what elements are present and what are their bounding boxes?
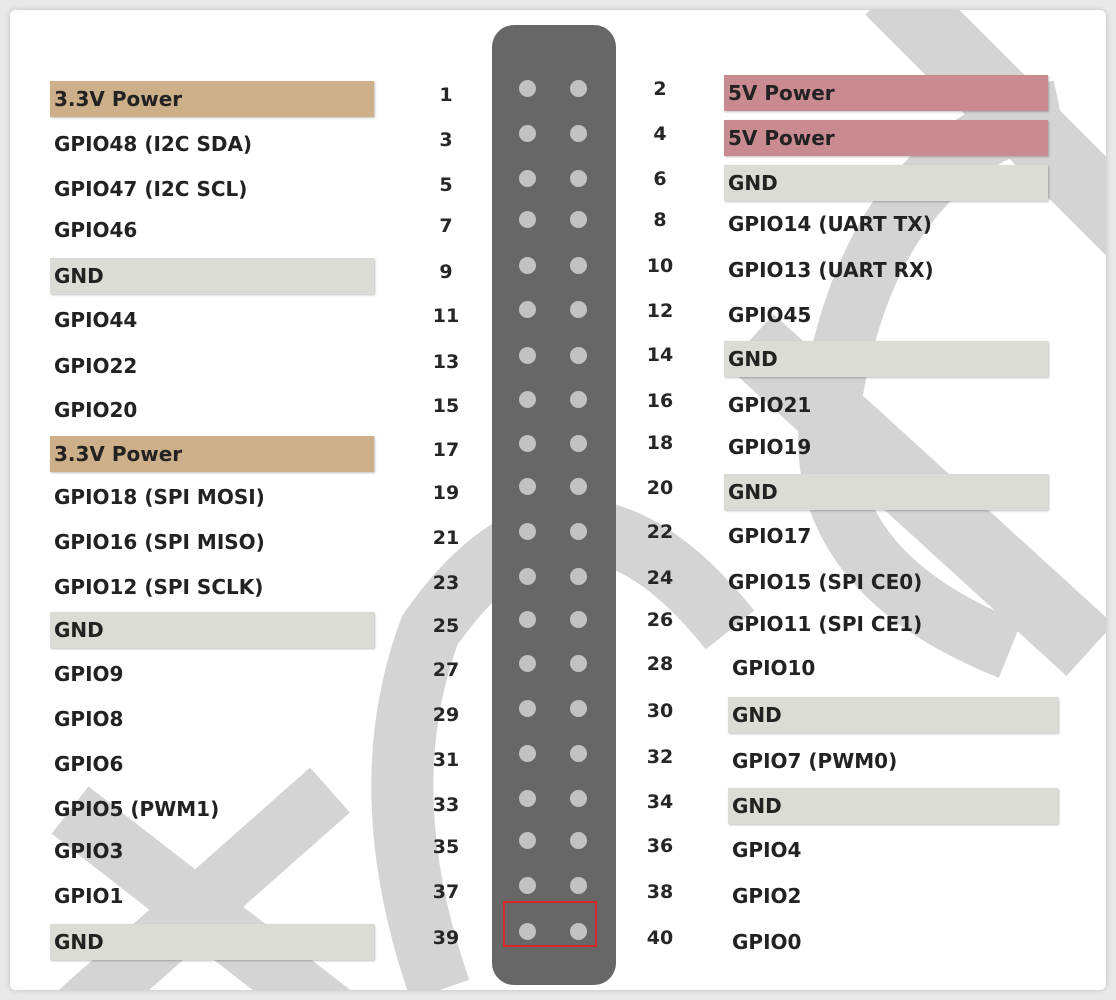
pin-label-12: GPIO45 [728, 303, 812, 327]
pin-label-13: GPIO22 [54, 354, 138, 378]
pin-number-5: 5 [439, 174, 453, 196]
pin-34[interactable] [570, 790, 587, 807]
pin-label-21: GPIO16 (SPI MISO) [54, 530, 265, 554]
pin-label-2: 5V Power [724, 75, 1048, 111]
pin-label-30: GND [728, 697, 1058, 733]
pin-label-11: GPIO44 [54, 308, 138, 332]
pin-label-29: GPIO8 [54, 707, 124, 731]
pin-number-39: 39 [432, 927, 460, 949]
pin-28[interactable] [570, 655, 587, 672]
pin-30[interactable] [570, 700, 587, 717]
pin-label-25: GND [50, 612, 374, 648]
pin-2[interactable] [570, 80, 587, 97]
pin-number-22: 22 [646, 521, 674, 543]
pin-5[interactable] [519, 170, 536, 187]
pin-31[interactable] [519, 745, 536, 762]
pin-label-37: GPIO1 [54, 884, 124, 908]
pin-number-18: 18 [646, 432, 674, 454]
pin-number-7: 7 [439, 215, 453, 237]
pin-36[interactable] [570, 832, 587, 849]
pin-label-5: GPIO47 (I2C SCL) [54, 177, 248, 201]
pin-label-23: GPIO12 (SPI SCLK) [54, 575, 264, 599]
pin-33[interactable] [519, 790, 536, 807]
pin-6[interactable] [570, 170, 587, 187]
pin-label-16: GPIO21 [728, 393, 812, 417]
pin-25[interactable] [519, 611, 536, 628]
pin-number-32: 32 [646, 746, 674, 768]
pin-number-9: 9 [439, 261, 453, 283]
pin-label-14: GND [724, 341, 1048, 377]
pin-1[interactable] [519, 80, 536, 97]
pin-label-38: GPIO2 [732, 884, 802, 908]
pin-number-2: 2 [653, 78, 667, 100]
pin-11[interactable] [519, 301, 536, 318]
pin-29[interactable] [519, 700, 536, 717]
pin-number-14: 14 [646, 344, 674, 366]
pin-label-28: GPIO10 [732, 656, 816, 680]
pin-27[interactable] [519, 655, 536, 672]
pin-13[interactable] [519, 347, 536, 364]
pin-label-3: GPIO48 (I2C SDA) [54, 132, 253, 156]
pin-label-17: 3.3V Power [50, 436, 374, 472]
pin-number-37: 37 [432, 881, 460, 903]
pin-label-31: GPIO6 [54, 752, 124, 776]
pin-label-10: GPIO13 (UART RX) [728, 258, 934, 282]
pin-23[interactable] [519, 568, 536, 585]
pin-number-27: 27 [432, 659, 460, 681]
pin-21[interactable] [519, 523, 536, 540]
pin-label-4: 5V Power [724, 120, 1048, 156]
pin-number-29: 29 [432, 704, 460, 726]
pin-38[interactable] [570, 877, 587, 894]
pin-number-12: 12 [646, 300, 674, 322]
pin-9[interactable] [519, 257, 536, 274]
pin-7[interactable] [519, 211, 536, 228]
pin-label-9: GND [50, 258, 374, 294]
pin-22[interactable] [570, 523, 587, 540]
pin-number-23: 23 [432, 572, 460, 594]
pin-number-10: 10 [646, 255, 674, 277]
pin-number-19: 19 [432, 482, 460, 504]
pin-number-13: 13 [432, 351, 460, 373]
pin-number-20: 20 [646, 477, 674, 499]
pin-number-28: 28 [646, 653, 674, 675]
pin-14[interactable] [570, 347, 587, 364]
pin-4[interactable] [570, 125, 587, 142]
pin-number-4: 4 [653, 123, 667, 145]
pin-24[interactable] [570, 568, 587, 585]
pin-label-32: GPIO7 (PWM0) [732, 749, 898, 773]
pin-number-6: 6 [653, 168, 667, 190]
pin-number-38: 38 [646, 881, 674, 903]
pin-header [492, 25, 616, 985]
pin-19[interactable] [519, 478, 536, 495]
pin-number-35: 35 [432, 836, 460, 858]
pin-label-24: GPIO15 (SPI CE0) [728, 570, 923, 594]
pin-label-19: GPIO18 (SPI MOSI) [54, 485, 265, 509]
pin-37[interactable] [519, 877, 536, 894]
pin-number-3: 3 [439, 129, 453, 151]
pin-label-33: GPIO5 (PWM1) [54, 797, 220, 821]
pin-label-40: GPIO0 [732, 930, 802, 954]
pin-label-39: GND [50, 924, 374, 960]
pin-label-8: GPIO14 (UART TX) [728, 212, 932, 236]
pin-number-8: 8 [653, 209, 667, 231]
selected-pins-highlight [503, 901, 597, 947]
pin-label-15: GPIO20 [54, 398, 138, 422]
pin-35[interactable] [519, 832, 536, 849]
pin-label-18: GPIO19 [728, 435, 812, 459]
pin-label-1: 3.3V Power [50, 81, 374, 117]
pin-number-30: 30 [646, 700, 674, 722]
pinout-card [10, 10, 1106, 990]
pin-label-6: GND [724, 165, 1048, 201]
pin-number-16: 16 [646, 390, 674, 412]
pin-20[interactable] [570, 478, 587, 495]
pin-number-15: 15 [432, 395, 460, 417]
pin-15[interactable] [519, 391, 536, 408]
pin-number-24: 24 [646, 567, 674, 589]
pin-number-25: 25 [432, 615, 460, 637]
pin-number-31: 31 [432, 749, 460, 771]
pin-number-34: 34 [646, 791, 674, 813]
pin-number-21: 21 [432, 527, 460, 549]
pin-label-7: GPIO46 [54, 218, 138, 242]
pin-12[interactable] [570, 301, 587, 318]
pin-label-36: GPIO4 [732, 838, 802, 862]
pin-number-17: 17 [432, 439, 460, 461]
pin-32[interactable] [570, 745, 587, 762]
pin-3[interactable] [519, 125, 536, 142]
pin-10[interactable] [570, 257, 587, 274]
pin-label-22: GPIO17 [728, 524, 812, 548]
pin-number-11: 11 [432, 305, 460, 327]
pin-8[interactable] [570, 211, 587, 228]
pin-label-27: GPIO9 [54, 662, 124, 686]
pin-16[interactable] [570, 391, 587, 408]
pin-number-33: 33 [432, 794, 460, 816]
pin-18[interactable] [570, 435, 587, 452]
pin-17[interactable] [519, 435, 536, 452]
pin-label-34: GND [728, 788, 1058, 824]
pin-number-40: 40 [646, 927, 674, 949]
pin-number-36: 36 [646, 835, 674, 857]
pin-number-1: 1 [439, 84, 453, 106]
pin-label-20: GND [724, 474, 1048, 510]
pin-label-26: GPIO11 (SPI CE1) [728, 612, 923, 636]
pin-number-26: 26 [646, 609, 674, 631]
pin-label-35: GPIO3 [54, 839, 124, 863]
pin-26[interactable] [570, 611, 587, 628]
